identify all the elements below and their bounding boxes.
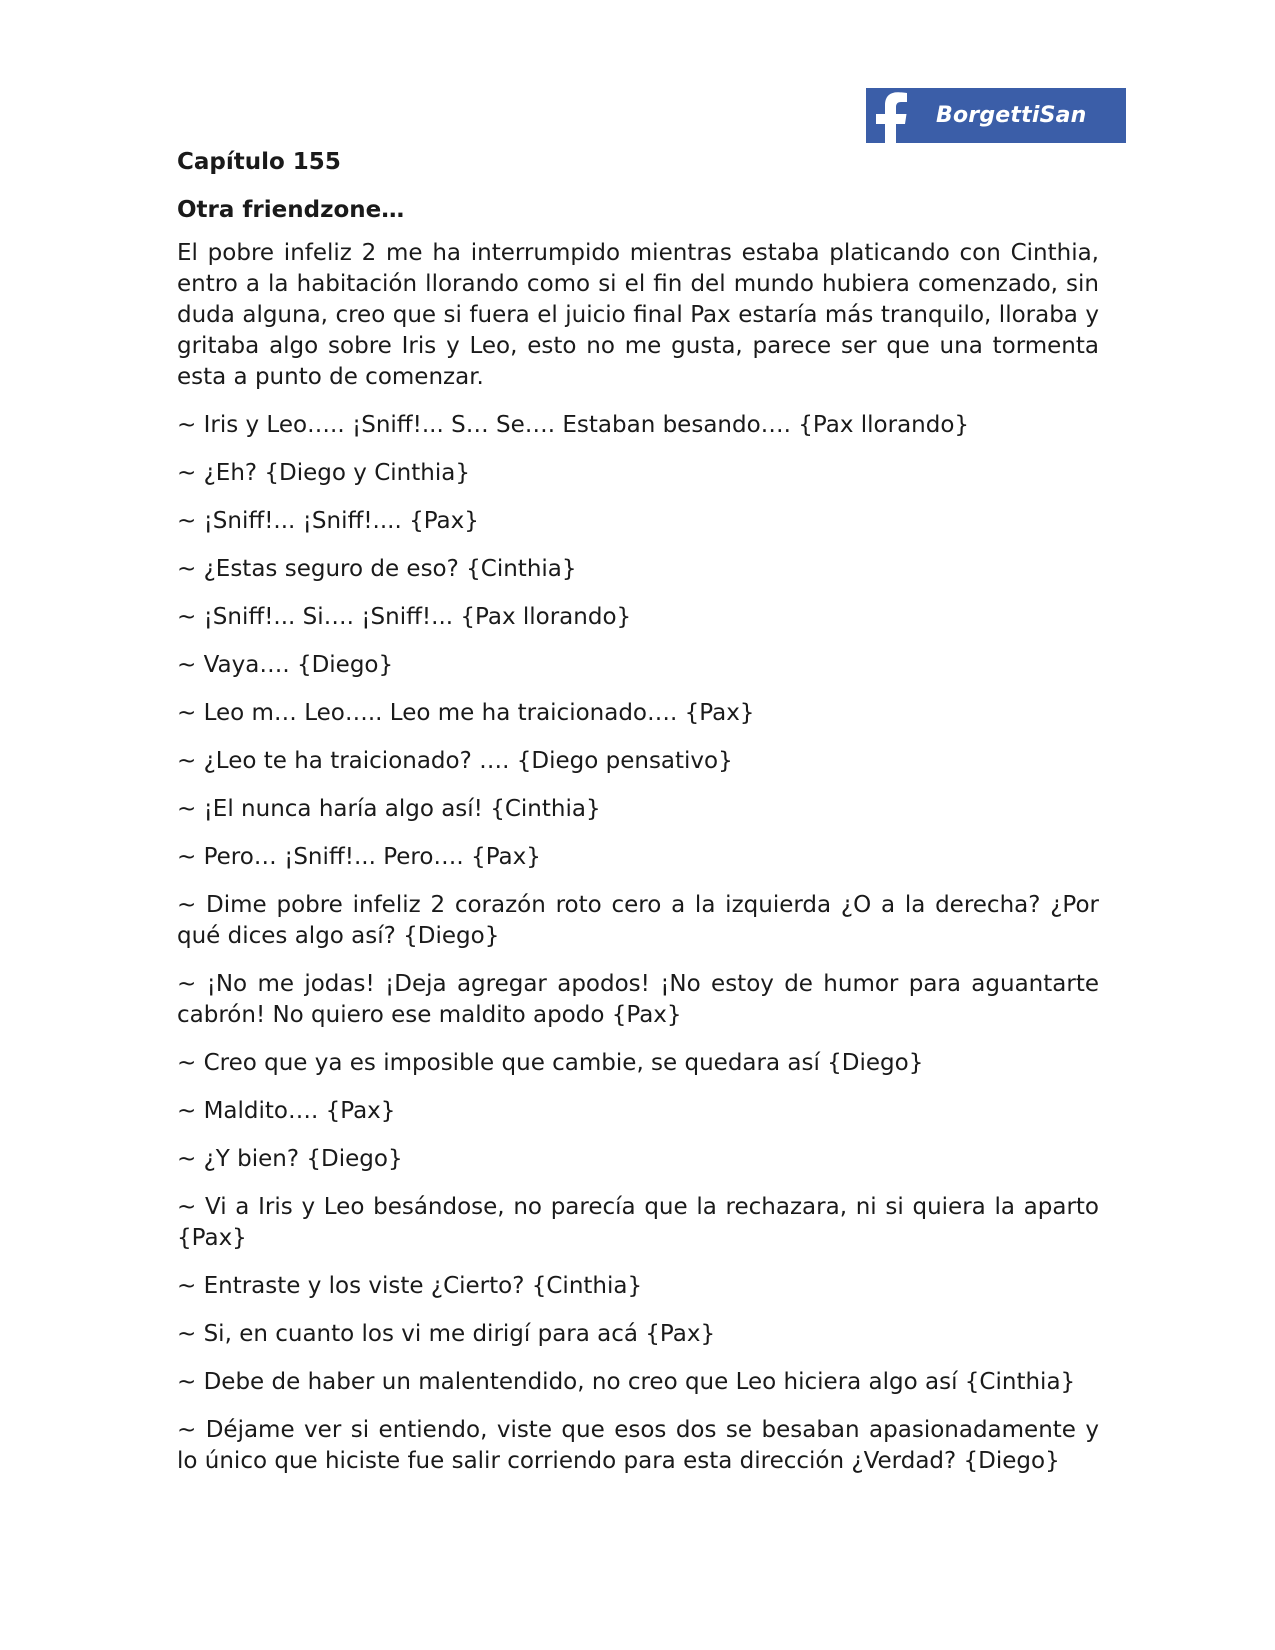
dialogue-line: ~ Debe de haber un malentendido, no creo que Leo hiciera algo así {Cinthia} <box>177 1369 1076 1395</box>
dialogue-line: ~ Dime pobre infeliz 2 corazón roto cero a la izquierda ¿O a la derecha? ¿Por qué dices algo así? {Diego} <box>177 892 1099 949</box>
dialogue-line: ~ ¿Y bien? {Diego} <box>177 1146 403 1172</box>
narration-paragraph: El pobre infeliz 2 me ha interrumpido mientras estaba platicando con Cinthia, entro a la habitación llorando como si el fin del mundo hubiera comenzado, sin duda alguna, creo que si fuera el juicio final Pax estaría más tranquilo, lloraba y gritaba algo sobre Iris y Leo, esto no me gusta, parece ser que una tormenta esta a punto de comenzar. <box>177 240 1099 390</box>
dialogue-line: ~ Déjame ver si entiendo, viste que esos dos se besaban apasionadamente y lo único que hiciste fue salir corriendo para esta dirección ¿Verdad? {Diego} <box>177 1417 1099 1474</box>
dialogue-line: ~ ¡No me jodas! ¡Deja agregar apodos! ¡No estoy de humor para aguantarte cabrón! No quiero ese maldito apodo {Pax} <box>177 971 1099 1028</box>
dialogue-line: ~ ¡Sniff!... ¡Sniff!.... {Pax} <box>177 508 479 534</box>
dialogue-line: ~ Entraste y los viste ¿Cierto? {Cinthia} <box>177 1273 643 1299</box>
dialogue-line: ~ Si, en cuanto los vi me dirigí para acá {Pax} <box>177 1321 716 1347</box>
dialogue-line: ~ Creo que ya es imposible que cambie, se quedara así {Diego} <box>177 1050 924 1076</box>
facebook-icon <box>866 88 916 143</box>
dialogue-line: ~ Vi a Iris y Leo besándose, no parecía que la rechazara, ni si quiera la aparto {Pax} <box>177 1194 1099 1251</box>
dialogue-line: ~ ¿Estas seguro de eso? {Cinthia} <box>177 556 577 582</box>
dialogue-line: ~ ¿Leo te ha traicionado? …. {Diego pensativo} <box>177 748 733 774</box>
facebook-page-name: BorgettiSan <box>936 103 1087 128</box>
dialogue-line: ~ ¡Sniff!... Si…. ¡Sniff!... {Pax llorando} <box>177 604 632 630</box>
dialogue-line: ~ Iris y Leo….. ¡Sniff!... S… Se…. Estaban besando…. {Pax llorando} <box>177 412 970 438</box>
chapter-content <box>177 144 1099 1494</box>
chapter-subtitle: Otra friendzone… <box>177 197 405 223</box>
dialogue-line: ~ Maldito…. {Pax} <box>177 1098 396 1124</box>
chapter-title: Capítulo 155 <box>177 149 341 175</box>
dialogue-line: ~ ¡El nunca haría algo así! {Cinthia} <box>177 796 601 822</box>
dialogue-line: ~ Leo m… Leo….. Leo me ha traicionado…. {Pax} <box>177 700 755 726</box>
dialogue-line: ~ Vaya…. {Diego} <box>177 652 394 678</box>
dialogue-line: ~ Pero… ¡Sniff!... Pero…. {Pax} <box>177 844 541 870</box>
dialogue-line: ~ ¿Eh? {Diego y Cinthia} <box>177 460 470 486</box>
facebook-badge[interactable] <box>866 88 1126 143</box>
paragraph-list <box>177 238 1099 1477</box>
